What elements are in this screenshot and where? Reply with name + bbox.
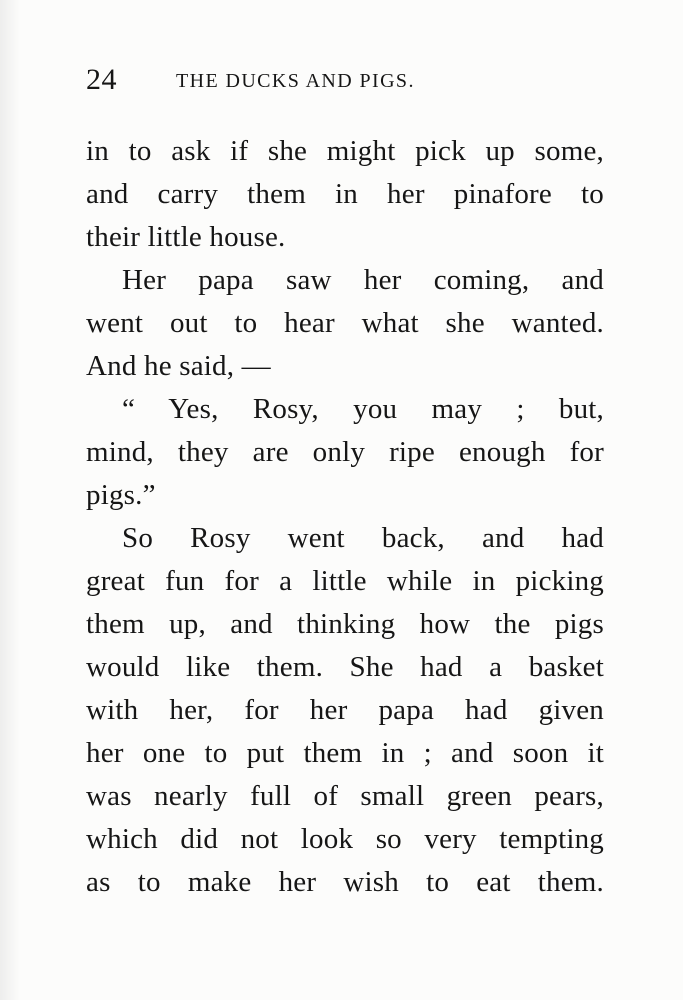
text-line: Her papa saw her coming, and xyxy=(122,264,604,296)
text-line: which did not look so very tempting xyxy=(86,823,604,855)
text-line: went out to hear what she wanted. xyxy=(86,307,604,339)
body-text xyxy=(86,130,604,904)
text-line: as to make her wish to eat them. xyxy=(86,866,604,898)
text-line: and carry them in her pinafore to xyxy=(86,178,604,210)
page-number: 24 xyxy=(86,63,117,96)
running-head xyxy=(86,60,606,100)
running-title: THE DUCKS AND PIGS. xyxy=(176,70,415,92)
text-line: mind, they are only ripe enough for xyxy=(86,436,604,468)
text-line: with her, for her papa had given xyxy=(86,694,604,726)
text-line: would like them. She had a basket xyxy=(86,651,604,683)
text-line: their little house. xyxy=(86,221,286,253)
text-line: great fun for a little while in picking xyxy=(86,565,604,597)
text-line: So Rosy went back, and had xyxy=(122,522,604,554)
text-line: “ Yes, Rosy, you may ; but, xyxy=(122,393,604,425)
text-line: them up, and thinking how the pigs xyxy=(86,608,604,640)
text-line: And he said, — xyxy=(86,350,271,382)
text-line: her one to put them in ; and soon it xyxy=(86,737,604,769)
text-line: was nearly full of small green pears, xyxy=(86,780,604,812)
page-gutter-shadow xyxy=(0,0,20,1000)
text-line: in to ask if she might pick up some, xyxy=(86,135,604,167)
text-line: pigs.” xyxy=(86,479,156,511)
